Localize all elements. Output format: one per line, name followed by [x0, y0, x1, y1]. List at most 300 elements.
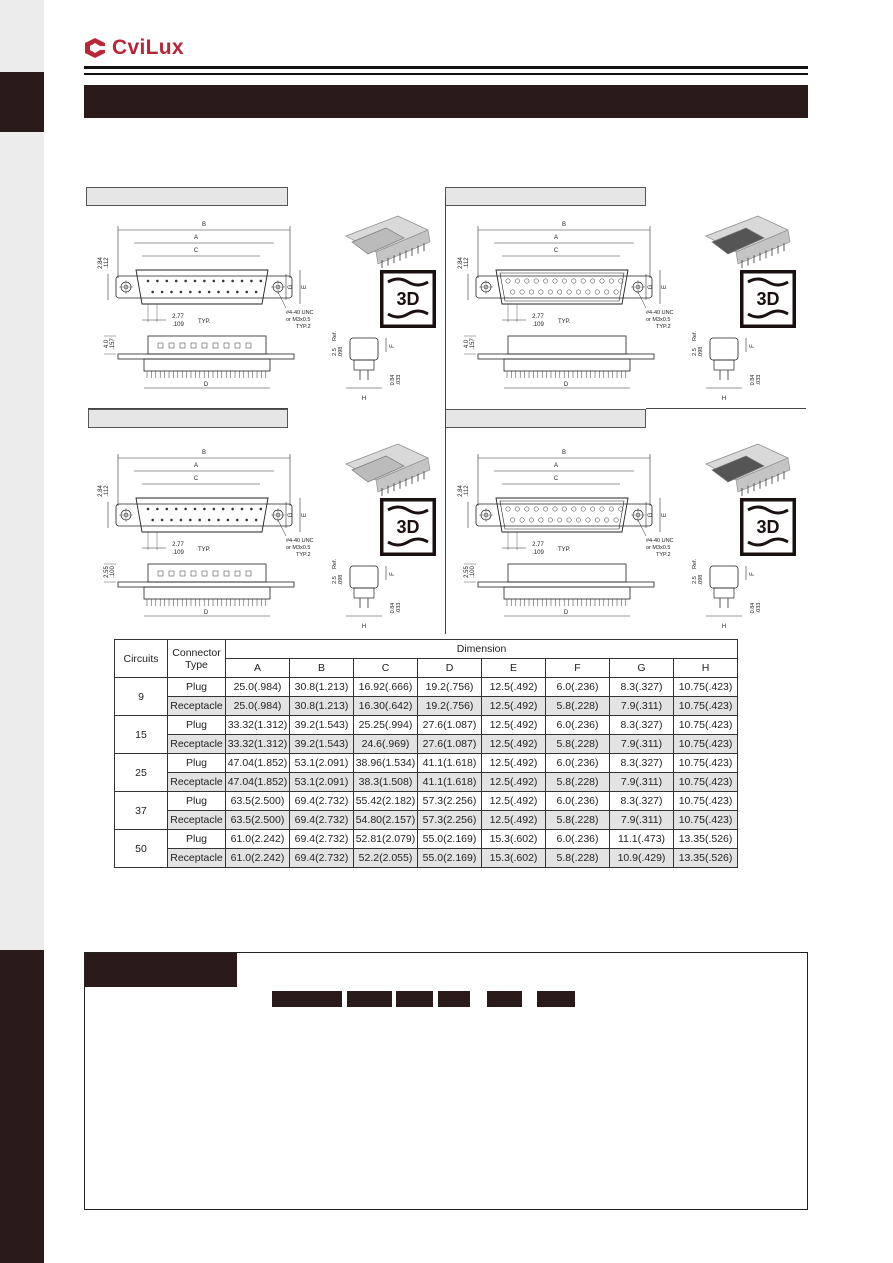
- dimension-label: B: [561, 222, 567, 228]
- dimension-cell: 19.2(.756): [418, 697, 482, 716]
- dimension-cell: 15.3(.602): [482, 849, 546, 868]
- side-window: [224, 571, 229, 576]
- part-number-block-2: [347, 991, 392, 1007]
- dimension-cell: 10.9(.429): [610, 849, 674, 868]
- dimension-cell: 10.75(.423): [674, 697, 738, 716]
- end-view-body: [354, 588, 374, 598]
- dimension-label: .157: [470, 338, 476, 350]
- pin: [194, 508, 196, 510]
- pin: [558, 518, 562, 522]
- dimension-label: TYP.: [198, 547, 211, 553]
- pin: [534, 279, 538, 283]
- dimension-label: F: [750, 572, 756, 576]
- part-number-block-4: [438, 991, 470, 1007]
- pin: [185, 280, 187, 282]
- pin: [553, 279, 557, 283]
- connector-type-cell: Plug: [168, 830, 226, 849]
- dimension-cell: 30.8(1.213): [290, 678, 354, 697]
- dimension-label: .109: [172, 322, 184, 328]
- circuits-cell: 15: [115, 716, 168, 754]
- dimension-cell: 55.0(2.169): [418, 830, 482, 849]
- dimension-label: .098: [698, 346, 704, 358]
- dimension-label: Ref.: [332, 330, 338, 342]
- dimension-label: 2.77: [172, 542, 184, 548]
- dimension-label: A: [193, 463, 199, 469]
- header-dimension: Dimension: [226, 640, 738, 659]
- dimension-label: or M3x0.5: [646, 545, 671, 551]
- dimension-label: 4.0: [104, 339, 110, 349]
- dimension-label: 2.84: [98, 485, 104, 497]
- pin: [260, 280, 262, 282]
- connector-type-cell: Receptacle: [168, 735, 226, 754]
- title-bar: [84, 85, 808, 118]
- pin: [180, 291, 182, 293]
- dimension-label: TYP.: [198, 319, 211, 325]
- dimension-cell: 5.8(.228): [546, 697, 610, 716]
- dimension-label: TYP.2: [656, 324, 671, 330]
- header-dim-b: B: [290, 659, 354, 678]
- dimension-label: B: [561, 450, 567, 456]
- dimension-cell: 15.3(.602): [482, 830, 546, 849]
- dimension-label: 0.84: [390, 602, 396, 614]
- end-view-shell: [710, 338, 738, 360]
- end-view-body: [714, 588, 734, 598]
- dimension-cell: 10.75(.423): [674, 773, 738, 792]
- pin: [553, 507, 557, 511]
- pin: [199, 291, 201, 293]
- dimension-label: 2.55: [104, 566, 110, 578]
- pin: [600, 279, 604, 283]
- dimension-cell: 38.96(1.534): [354, 754, 418, 773]
- pin: [232, 280, 234, 282]
- dimension-line: [278, 520, 286, 536]
- dimension-cell: 8.3(.327): [610, 754, 674, 773]
- pin: [255, 291, 257, 293]
- dimension-label: 2.77: [532, 314, 544, 320]
- dimension-cell: 12.5(.492): [482, 716, 546, 735]
- dimension-cell: 16.92(.666): [354, 678, 418, 697]
- pin: [185, 508, 187, 510]
- dimension-cell: 7.9(.311): [610, 811, 674, 830]
- part-number-block-1: [272, 991, 342, 1007]
- pin: [520, 518, 524, 522]
- dimension-label: Ref.: [692, 558, 698, 570]
- d-shell-outline: [136, 498, 268, 532]
- pin: [232, 508, 234, 510]
- side-window: [202, 571, 207, 576]
- pin: [217, 519, 219, 521]
- dimension-cell: 8.3(.327): [610, 792, 674, 811]
- pin: [166, 508, 168, 510]
- pin: [161, 291, 163, 293]
- dimension-cell: 69.4(2.732): [290, 849, 354, 868]
- connector-type-cell: Plug: [168, 678, 226, 697]
- dimension-label: C: [193, 476, 199, 482]
- brand-name: CviLux: [112, 36, 184, 59]
- pin: [203, 508, 205, 510]
- side-body: [504, 587, 630, 599]
- dimension-cell: 12.5(.492): [482, 678, 546, 697]
- dimension-label: E: [662, 512, 668, 518]
- dimension-label: H: [721, 396, 727, 402]
- pin: [590, 507, 594, 511]
- circuits-cell: 25: [115, 754, 168, 792]
- dimension-label: .112: [464, 485, 470, 497]
- side-window: [213, 343, 218, 348]
- pin: [156, 508, 158, 510]
- pin: [236, 291, 238, 293]
- side-window: [158, 571, 163, 576]
- panel-label-bottom-left: [88, 409, 288, 428]
- dimension-cell: 38.3(1.508): [354, 773, 418, 792]
- dimension-label: 3D: [396, 517, 420, 537]
- dimension-cell: 63.5(2.500): [226, 811, 290, 830]
- end-view-shell: [710, 566, 738, 588]
- pin: [227, 291, 229, 293]
- dimension-cell: 52.2(2.055): [354, 849, 418, 868]
- panel-divider-right: [646, 408, 806, 409]
- dimension-cell: 16.30(.642): [354, 697, 418, 716]
- dimension-cell: 52.81(2.079): [354, 830, 418, 849]
- dimension-label: .157: [110, 338, 116, 350]
- pin: [605, 290, 609, 294]
- dimension-label: 3D: [756, 289, 780, 309]
- circuits-cell: 37: [115, 792, 168, 830]
- side-window: [180, 571, 185, 576]
- header-rule-thick: [84, 66, 808, 69]
- dimension-cell: 6.0(.236): [546, 678, 610, 697]
- dimension-cell: 33.32(1.312): [226, 735, 290, 754]
- pin: [147, 508, 149, 510]
- side-body: [504, 359, 630, 371]
- end-view-shell: [350, 566, 378, 588]
- dimension-label: .112: [104, 485, 110, 497]
- dimension-label: B: [201, 450, 207, 456]
- dimension-cell: 47.04(1.852): [226, 773, 290, 792]
- table-row: [115, 849, 738, 868]
- dimension-line: [278, 292, 286, 308]
- dimension-cell: 25.0(.984): [226, 697, 290, 716]
- dimension-line: [638, 292, 646, 308]
- dimension-cell: 69.4(2.732): [290, 792, 354, 811]
- dimension-cell: 10.75(.423): [674, 754, 738, 773]
- pin: [605, 518, 609, 522]
- pin: [189, 291, 191, 293]
- pin: [208, 291, 210, 293]
- dimension-label: Ref.: [332, 558, 338, 570]
- pin: [208, 519, 210, 521]
- pin: [250, 508, 252, 510]
- dimension-label: or M3x0.5: [286, 317, 311, 323]
- connector-type-cell: Plug: [168, 792, 226, 811]
- pin: [562, 507, 566, 511]
- dimension-cell: 10.75(.423): [674, 735, 738, 754]
- pin: [586, 518, 590, 522]
- side-flange: [478, 582, 654, 587]
- dimension-cell: 6.0(.236): [546, 754, 610, 773]
- pin: [567, 518, 571, 522]
- dimension-cell: 39.2(1.543): [290, 716, 354, 735]
- dimension-label: .098: [338, 346, 344, 358]
- dimension-cell: 24.6(.969): [354, 735, 418, 754]
- brand-logo: [84, 36, 184, 60]
- dimension-label: 2.84: [458, 485, 464, 497]
- pin: [175, 508, 177, 510]
- pin: [562, 279, 566, 283]
- dimension-cell: 5.8(.228): [546, 811, 610, 830]
- pin: [539, 290, 543, 294]
- side-window: [191, 343, 196, 348]
- dimension-label: .033: [396, 374, 402, 386]
- pin: [260, 508, 262, 510]
- pin: [246, 519, 248, 521]
- dimension-label: D: [563, 610, 569, 616]
- dimension-label: TYP.2: [296, 324, 311, 330]
- side-shell: [508, 336, 626, 354]
- header-connector-type: Connector Type: [168, 640, 226, 678]
- drawing-panel-receptacle-top: [446, 208, 802, 406]
- dimension-cell: 27.6(1.087): [418, 735, 482, 754]
- pin: [529, 290, 533, 294]
- header-rule-thin: [84, 73, 808, 75]
- dimension-label: 2.5: [332, 576, 338, 584]
- side-flange: [478, 354, 654, 359]
- table-row: [115, 792, 738, 811]
- dimension-cell: 7.9(.311): [610, 773, 674, 792]
- dimension-label: 0.84: [390, 374, 396, 386]
- drawing-panel-receptacle-bottom: [446, 430, 802, 630]
- pin: [590, 279, 594, 283]
- dimension-label: .033: [396, 602, 402, 614]
- pin: [189, 519, 191, 521]
- pin: [576, 290, 580, 294]
- pin: [581, 279, 585, 283]
- header-dim-f: F: [546, 659, 610, 678]
- dimension-line: [638, 520, 646, 536]
- side-window: [235, 571, 240, 576]
- dimension-label: .109: [172, 550, 184, 556]
- dimension-label: F: [390, 344, 396, 348]
- dimension-label: TYP.2: [296, 552, 311, 558]
- dimension-label: 3D: [396, 289, 420, 309]
- dimension-cell: 53.1(2.091): [290, 754, 354, 773]
- dimension-label: Ref.: [692, 330, 698, 342]
- pin: [506, 279, 510, 283]
- pin: [614, 518, 618, 522]
- dimension-label: G: [288, 512, 294, 518]
- side-shell: [508, 564, 626, 582]
- pin: [213, 280, 215, 282]
- pin: [576, 518, 580, 522]
- dimension-cell: 12.5(.492): [482, 697, 546, 716]
- side-window: [158, 343, 163, 348]
- dimension-label: C: [553, 248, 559, 254]
- side-window: [235, 343, 240, 348]
- side-window: [213, 571, 218, 576]
- side-flange: [118, 354, 294, 359]
- pin: [581, 507, 585, 511]
- dimension-label: D: [203, 610, 209, 616]
- flange-outline: [116, 276, 292, 298]
- header-dim-c: C: [354, 659, 418, 678]
- pin: [529, 518, 533, 522]
- pin: [199, 519, 201, 521]
- logo-mark-icon: [84, 38, 106, 58]
- dimension-cell: 6.0(.236): [546, 716, 610, 735]
- dimension-label: .098: [338, 574, 344, 586]
- dimension-cell: 10.75(.423): [674, 678, 738, 697]
- table-row: [115, 773, 738, 792]
- dimension-label: .112: [464, 257, 470, 269]
- pin: [511, 518, 515, 522]
- dimension-label: B: [201, 222, 207, 228]
- side-window: [224, 343, 229, 348]
- side-window: [169, 343, 174, 348]
- pin: [213, 508, 215, 510]
- pin: [236, 519, 238, 521]
- dimension-cell: 27.6(1.087): [418, 716, 482, 735]
- dimension-cell: 6.0(.236): [546, 792, 610, 811]
- pin: [515, 279, 519, 283]
- pin: [543, 507, 547, 511]
- pin: [609, 279, 613, 283]
- table-row: [115, 830, 738, 849]
- dimension-label: C: [553, 476, 559, 482]
- dimension-label: 2.5: [692, 348, 698, 356]
- panel-label-top-left: [86, 187, 288, 206]
- dimension-label: D: [563, 382, 569, 388]
- dimension-label: F: [750, 344, 756, 348]
- dimension-label: A: [553, 463, 559, 469]
- header-dim-h: H: [674, 659, 738, 678]
- connector-type-cell: Receptacle: [168, 773, 226, 792]
- table-row: [115, 811, 738, 830]
- dimension-label: F: [390, 572, 396, 576]
- dimension-label: #4-40 UNC: [286, 310, 314, 316]
- dimension-label: 2.5: [332, 348, 338, 356]
- dimension-cell: 61.0(2.242): [226, 830, 290, 849]
- dimension-label: or M3x0.5: [286, 545, 311, 551]
- dimension-cell: 57.3(2.256): [418, 811, 482, 830]
- ordering-box: [84, 952, 808, 1210]
- panel-label-top-right: [445, 187, 646, 206]
- dimension-cell: 19.2(.756): [418, 678, 482, 697]
- pin: [222, 508, 224, 510]
- d-shell-outline: [496, 498, 628, 532]
- dimension-cell: 55.0(2.169): [418, 849, 482, 868]
- connector-type-cell: Receptacle: [168, 849, 226, 868]
- dimension-label: 2.55: [464, 566, 470, 578]
- dimension-label: 2.77: [172, 314, 184, 320]
- dimension-label: TYP.: [558, 547, 571, 553]
- dimension-cell: 10.75(.423): [674, 811, 738, 830]
- connector-type-cell: Receptacle: [168, 811, 226, 830]
- header-circuits: Circuits: [115, 640, 168, 678]
- dimension-cell: 25.25(.994): [354, 716, 418, 735]
- header-dim-g: G: [610, 659, 674, 678]
- pin: [600, 507, 604, 511]
- dimension-cell: 30.8(1.213): [290, 697, 354, 716]
- pin: [515, 507, 519, 511]
- dimension-label: G: [648, 512, 654, 518]
- pin: [520, 290, 524, 294]
- pin: [534, 507, 538, 511]
- dimension-label: 0.84: [750, 374, 756, 386]
- pin: [595, 290, 599, 294]
- ordering-tab: [85, 953, 237, 987]
- table-row: [115, 678, 738, 697]
- circuits-cell: 50: [115, 830, 168, 868]
- side-window: [202, 343, 207, 348]
- dimension-cell: 39.2(1.543): [290, 735, 354, 754]
- side-window: [191, 571, 196, 576]
- dimension-cell: 69.4(2.732): [290, 830, 354, 849]
- dimension-label: .100: [110, 566, 116, 578]
- dimension-cell: 12.5(.492): [482, 754, 546, 773]
- side-body: [144, 359, 270, 371]
- dimension-cell: 41.1(1.618): [418, 773, 482, 792]
- dimension-cell: 13.35(.526): [674, 830, 738, 849]
- pin: [227, 519, 229, 521]
- panel-divider-left: [88, 408, 288, 409]
- dimension-cell: 41.1(1.618): [418, 754, 482, 773]
- dimension-table: [114, 639, 738, 868]
- dimension-cell: 25.0(.984): [226, 678, 290, 697]
- table-row: [115, 697, 738, 716]
- pin: [548, 290, 552, 294]
- connector-type-cell: Receptacle: [168, 697, 226, 716]
- dimension-label: TYP.: [558, 319, 571, 325]
- pin: [246, 291, 248, 293]
- dimension-label: H: [361, 624, 367, 630]
- pin: [543, 279, 547, 283]
- table-row: [115, 735, 738, 754]
- dimension-cell: 53.1(2.091): [290, 773, 354, 792]
- dimension-label: H: [361, 396, 367, 402]
- pin: [567, 290, 571, 294]
- dimension-label: 2.84: [98, 257, 104, 269]
- dimension-label: E: [302, 512, 308, 518]
- pin: [203, 280, 205, 282]
- side-window: [246, 343, 251, 348]
- pin: [194, 280, 196, 282]
- side-window: [180, 343, 185, 348]
- side-window: [246, 571, 251, 576]
- dimension-label: D: [203, 382, 209, 388]
- pin: [511, 290, 515, 294]
- side-tab-bottom: [0, 950, 44, 1263]
- table-row: [115, 716, 738, 735]
- dimension-cell: 33.32(1.312): [226, 716, 290, 735]
- pin: [572, 507, 576, 511]
- dimension-cell: 8.3(.327): [610, 716, 674, 735]
- dimension-label: .112: [104, 257, 110, 269]
- pin: [217, 291, 219, 293]
- part-number-block-6: [537, 991, 575, 1007]
- header-dim-d: D: [418, 659, 482, 678]
- dimension-label: 4.0: [464, 339, 470, 349]
- pin: [147, 280, 149, 282]
- pin: [525, 507, 529, 511]
- dimension-cell: 10.75(.423): [674, 716, 738, 735]
- dimension-label: #4-40 UNC: [646, 538, 674, 544]
- dimension-cell: 7.9(.311): [610, 697, 674, 716]
- pin: [241, 280, 243, 282]
- side-window: [169, 571, 174, 576]
- dimension-cell: 5.8(.228): [546, 773, 610, 792]
- pin: [161, 519, 163, 521]
- dimension-label: 2.77: [532, 542, 544, 548]
